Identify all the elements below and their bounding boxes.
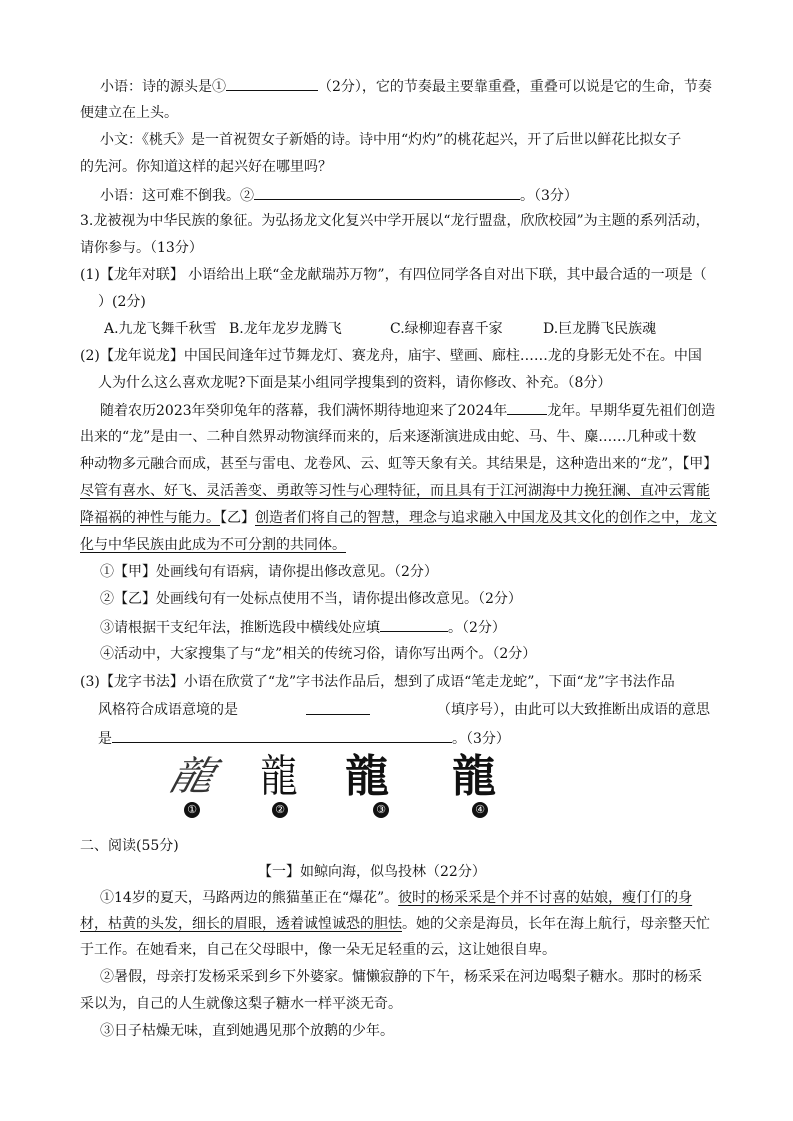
dialogue-line-2: 便建立在上头。 bbox=[80, 105, 178, 121]
material-line-5 bbox=[80, 508, 717, 528]
q3-part3-line1: (3)【龙字书法】小语在欣赏了“龙”字书法作品后，想到了成语“笔走龙蛇”，下面“龙”字书法作品 bbox=[80, 674, 675, 690]
passage-line-5: 采以为，自己的人生就像这梨子糖水一样平淡无奇。 bbox=[80, 996, 402, 1012]
dialogue-text: 小语：诗的源头是① bbox=[100, 79, 226, 95]
material-line-2: 出来的“龙”是由一、二种自然界动物演绎而来的，后来逐渐演进成由蛇、马、牛、麋……几种或十数 bbox=[80, 429, 697, 445]
answer-blank[interactable] bbox=[254, 185, 520, 200]
q3-part3-line3 bbox=[98, 728, 510, 749]
underlined-passage: 材，枯黄的头发，细长的眉眼，透着诚惶诚恐的胆怯 bbox=[80, 916, 402, 932]
dialogue-text: 。（3分） bbox=[520, 188, 578, 204]
subq-text: ③请根据干支纪年法，推断选段中横线处应填 bbox=[100, 620, 380, 636]
answer-blank[interactable] bbox=[306, 700, 370, 715]
q3-intro-1: 3.龙被视为中华民族的象征。为弘扬龙文化复兴中学开展以“龙行盟盘，欣欣校园”为主题的系列活动， bbox=[80, 213, 710, 229]
subq-4: ④活动中，大家搜集了与“龙”相关的传统习俗，请你写出两个。（2分） bbox=[100, 646, 537, 662]
underlined-passage: 彼时的杨采采是个并不讨喜的姑娘，瘦仃仃的身 bbox=[398, 890, 693, 906]
passage-text: ①14岁的夏天，马路两边的熊猫堇正在“爆花”。 bbox=[100, 890, 399, 906]
underlined-sentence-jia: 尽管有喜水、好飞、灵活善变、勇敢等习性与心理特征，而且具有于江河湖海中力挽狂澜、直冲云霄能 bbox=[80, 483, 710, 499]
q3-part3-line2 bbox=[98, 700, 710, 720]
subq-3 bbox=[100, 617, 506, 638]
material-line-1 bbox=[100, 400, 715, 421]
calligraphy-sample-1: 龍 bbox=[164, 753, 220, 800]
dialogue-line-3: 小文：《桃夭》是一首祝贺女子新婚的诗。诗中用“灼灼”的桃花起兴，开了后世以鲜花比拟女子 bbox=[100, 132, 682, 148]
dialogue-line-4: 的先河。你知道这样的起兴好在哪里吗？ bbox=[80, 159, 332, 175]
subq-2: ②【乙】处画线句有一处标点使用不当，请你提出修改意见。（2分） bbox=[100, 591, 522, 607]
option-c[interactable]: C.绿柳迎春喜千家 bbox=[390, 321, 503, 337]
answer-blank[interactable] bbox=[380, 617, 448, 632]
q3-part2-line1: (2)【龙年说龙】中国民间逢年过节舞龙灯、赛龙舟，庙宇、壁画、廊柱……龙的身影无处不在。中国 bbox=[80, 348, 702, 364]
part3-text: 。（3分） bbox=[452, 731, 510, 747]
option-a[interactable]: A.九龙飞舞千秋雪 bbox=[104, 321, 217, 337]
material-text: 随着农历2023年癸卯兔年的落幕，我们满怀期待地迎来了2024年 bbox=[100, 403, 508, 419]
answer-blank[interactable] bbox=[226, 76, 318, 91]
part3-text: 风格符合成语意境的是 bbox=[98, 702, 238, 718]
subq-1: ①【甲】处画线句有语病，请你提出修改意见。（2分） bbox=[100, 564, 438, 580]
dialogue-line-5 bbox=[100, 185, 578, 206]
part3-text: （填序号），由此可以大致推断出成语的意思 bbox=[437, 702, 710, 718]
sample-number-2: ② bbox=[272, 802, 288, 818]
calligraphy-sample-2: 龍 bbox=[260, 751, 298, 802]
passage-title: 【一】如鲸向海，似鸟投林（22分） bbox=[258, 864, 486, 880]
passage-text: 。她的父亲是海员，长年在海上航行，母亲整天忙 bbox=[402, 916, 710, 932]
material-line-3 bbox=[80, 454, 717, 474]
dialogue-text: 小语：这可难不倒我。② bbox=[100, 188, 254, 204]
passage-line-4: ②暑假，母亲打发杨采采到乡下外婆家。慵懒寂静的下午，杨采采在河边喝梨子糖水。那时的杨采 bbox=[100, 969, 702, 985]
underlined-sentence-yi-end: 化与中华民族由此成为不可分割的共同体。 bbox=[80, 537, 346, 553]
marker-jia: 【甲】 bbox=[682, 456, 718, 472]
q3-part2-line2: 人为什么这么喜欢龙呢?下面是某小组同学搜集到的资料，请你修改、补充。（8分） bbox=[98, 375, 612, 391]
section-heading-reading: 二、阅读(55分) bbox=[80, 838, 179, 854]
sample-number-3: ③ bbox=[373, 802, 389, 818]
underlined-sentence-jia-end: 降福祸的神性与能力。 bbox=[80, 510, 220, 526]
sample-number-4: ④ bbox=[472, 802, 488, 818]
passage-line-2 bbox=[80, 914, 710, 934]
dialogue-text: （2分），它的节奏最主要靠重叠，重叠可以说是它的生命，节奏 bbox=[318, 79, 712, 95]
passage-line-3: 于工作。在她看来，自己在父母眼中，像一朵无足轻重的云，这让她很自卑。 bbox=[80, 942, 556, 958]
answer-blank[interactable] bbox=[112, 728, 452, 743]
q3-part1-line2: ）(2分) bbox=[98, 294, 146, 310]
option-b[interactable]: B.龙年龙岁龙腾飞 bbox=[229, 321, 342, 337]
q3-intro-2: 请你参与。（13分） bbox=[80, 240, 203, 256]
calligraphy-sample-3: 龍 bbox=[345, 751, 389, 802]
material-text: 种动物多元融合而成，甚至与雷电、龙卷风、云、虹等天象有关。其结果是，这种造出来的“龙”， bbox=[80, 456, 683, 472]
dialogue-line-1 bbox=[100, 76, 712, 97]
passage-line-1 bbox=[100, 888, 692, 908]
calligraphy-sample-4: 龍 bbox=[452, 751, 496, 802]
passage-line-6: ③日子枯燥无味，直到她遇见那个放鹅的少年。 bbox=[100, 1023, 394, 1039]
material-text: 龙年。早期华夏先祖们创造 bbox=[547, 403, 716, 419]
subq-text: 。（2分） bbox=[448, 620, 506, 636]
part3-text: 是 bbox=[98, 731, 112, 747]
option-d[interactable]: D.巨龙腾飞民族魂 bbox=[543, 321, 657, 337]
sample-number-1: ① bbox=[184, 802, 200, 818]
underlined-sentence-yi: 创造者们将自己的智慧，理念与追求融入中国龙及其文化的创作之中，龙文 bbox=[255, 510, 717, 526]
marker-yi: 【乙】 bbox=[220, 510, 255, 526]
answer-blank[interactable] bbox=[507, 400, 547, 415]
q3-part1-line1: (1)【龙年对联】 小语给出上联“金龙献瑞苏万物”，有四位同学各自对出下联，其中最合适的一项是（ bbox=[80, 267, 707, 283]
